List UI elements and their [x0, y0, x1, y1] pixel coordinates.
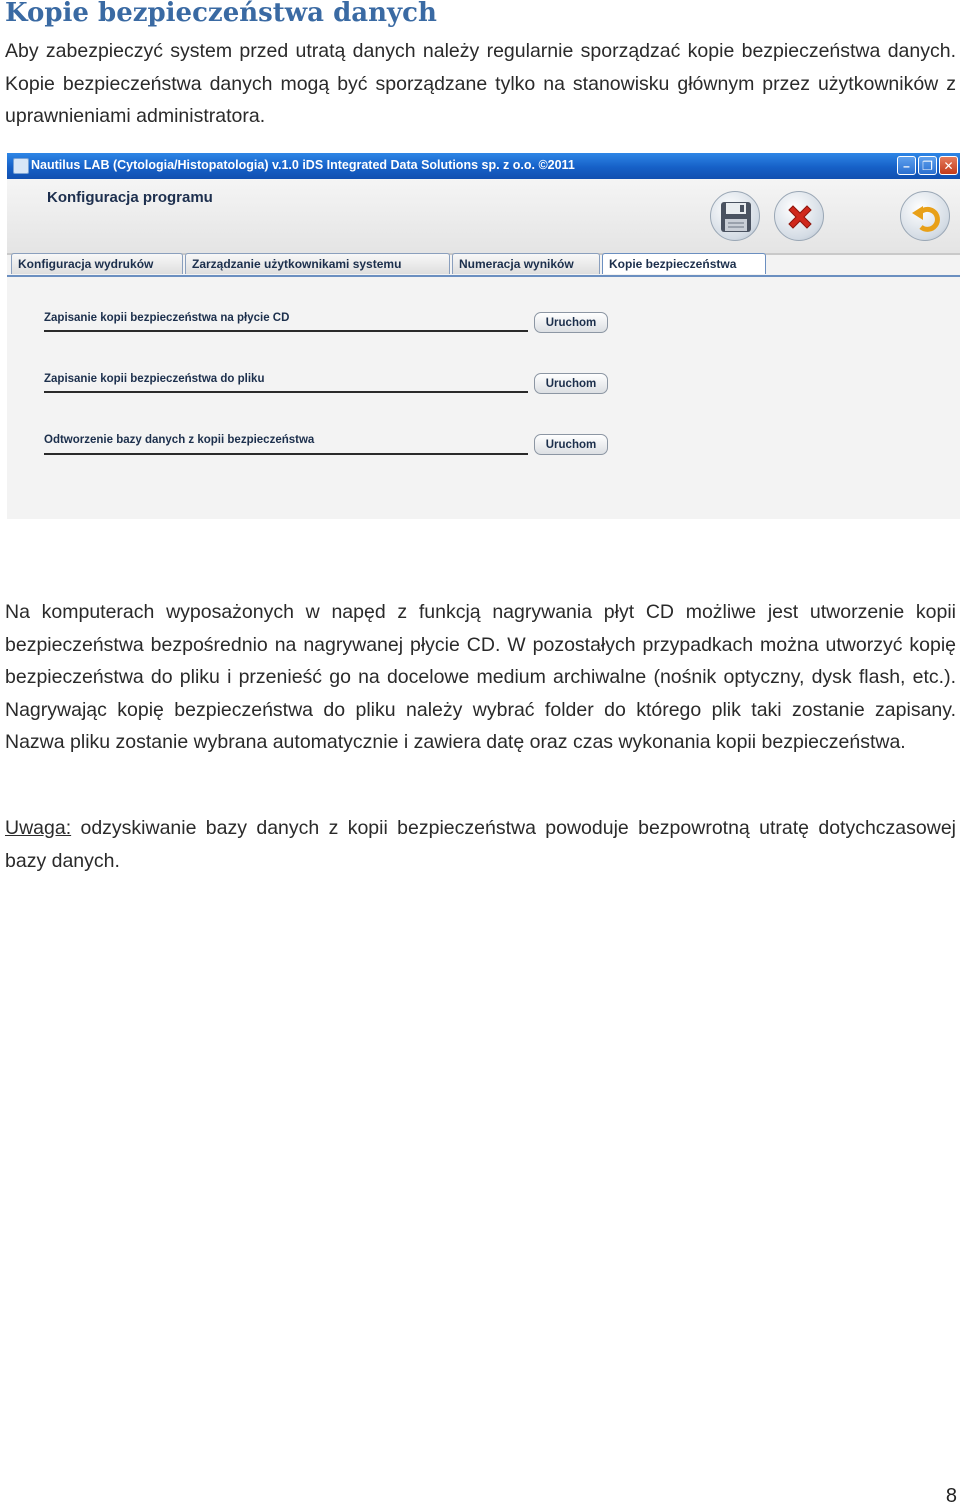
backup-file-label: Zapisanie kopii bezpieczeństwa do pliku [44, 373, 265, 385]
minimize-icon[interactable]: – [897, 156, 916, 175]
app-window-screenshot [7, 153, 960, 519]
save-button[interactable] [710, 191, 760, 241]
close-icon[interactable]: ✕ [939, 156, 958, 175]
page-heading: Kopie bezpieczeństwa danych [5, 0, 437, 28]
app-icon [13, 158, 29, 174]
row-divider [44, 391, 528, 393]
tab-user-management[interactable]: Zarządzanie użytkownikami systemu [185, 253, 450, 274]
page-number: 8 [945, 1485, 957, 1507]
window-titlebar [7, 153, 960, 179]
run-backup-file-button[interactable]: Uruchom [534, 373, 608, 394]
note-label: Uwaga: [5, 817, 72, 839]
window-title: Nautilus LAB (Cytologia/Histopatologia) v.1.0 iDS Integrated Data Solutions sp. z o.o. ©2011 [31, 158, 575, 172]
undo-button[interactable] [900, 191, 950, 241]
save-icon [719, 200, 753, 234]
backup-cd-label: Zapisanie kopii bezpieczeństwa na płycie CD [44, 312, 290, 324]
run-backup-cd-button[interactable]: Uruchom [534, 312, 608, 333]
maximize-icon[interactable]: ❐ [918, 156, 937, 175]
intro-paragraph: Aby zabezpieczyć system przed utratą danych należy regularnie sporządzać kopie bezpieczeństwa danych. Kopie bezpieczeństwa danych mogą być sporządzane tylko na stanowisku głównym przez użytkowników z uprawnieniami administratora. [5, 40, 956, 127]
tab-bar [7, 251, 960, 277]
config-title: Konfiguracja programu [47, 189, 213, 206]
row-divider [44, 330, 528, 332]
undo-icon [909, 200, 943, 234]
tab-result-numbering[interactable]: Numeracja wyników [452, 253, 600, 274]
cancel-button[interactable] [774, 191, 824, 241]
note-paragraph [5, 812, 956, 877]
cancel-icon [783, 200, 817, 234]
row-divider [44, 453, 528, 455]
restore-label: Odtworzenie bazy danych z kopii bezpieczeństwa [44, 434, 315, 446]
note-text: odzyskiwanie bazy danych z kopii bezpieczeństwa powoduje bezpowrotną utratę dotychczasowej bazy danych. [5, 817, 956, 872]
tab-print-config[interactable]: Konfiguracja wydruków [11, 253, 183, 274]
body-paragraph: Na komputerach wyposażonych w napęd z funkcją nagrywania płyt CD możliwe jest utworzenie kopii bezpieczeństwa bezpośrednio na nagrywanej płycie CD. W pozostałych przypadkach można utworzyć kopię bezpieczeństwa do pliku i przenieść go na docelowe medium archiwalne (nośnik optyczny, dysk flash, etc.). Nagrywając kopię bezpieczeństwa do pliku należy wybrać folder do którego plik taki zostanie zapisany. Nazwa pliku zostanie wybrana automatycznie i zawiera datę oraz czas wykonania kopii bezpieczeństwa. [5, 601, 956, 753]
tab-backups[interactable]: Kopie bezpieczeństwa [602, 253, 766, 274]
run-restore-button[interactable]: Uruchom [534, 434, 608, 455]
